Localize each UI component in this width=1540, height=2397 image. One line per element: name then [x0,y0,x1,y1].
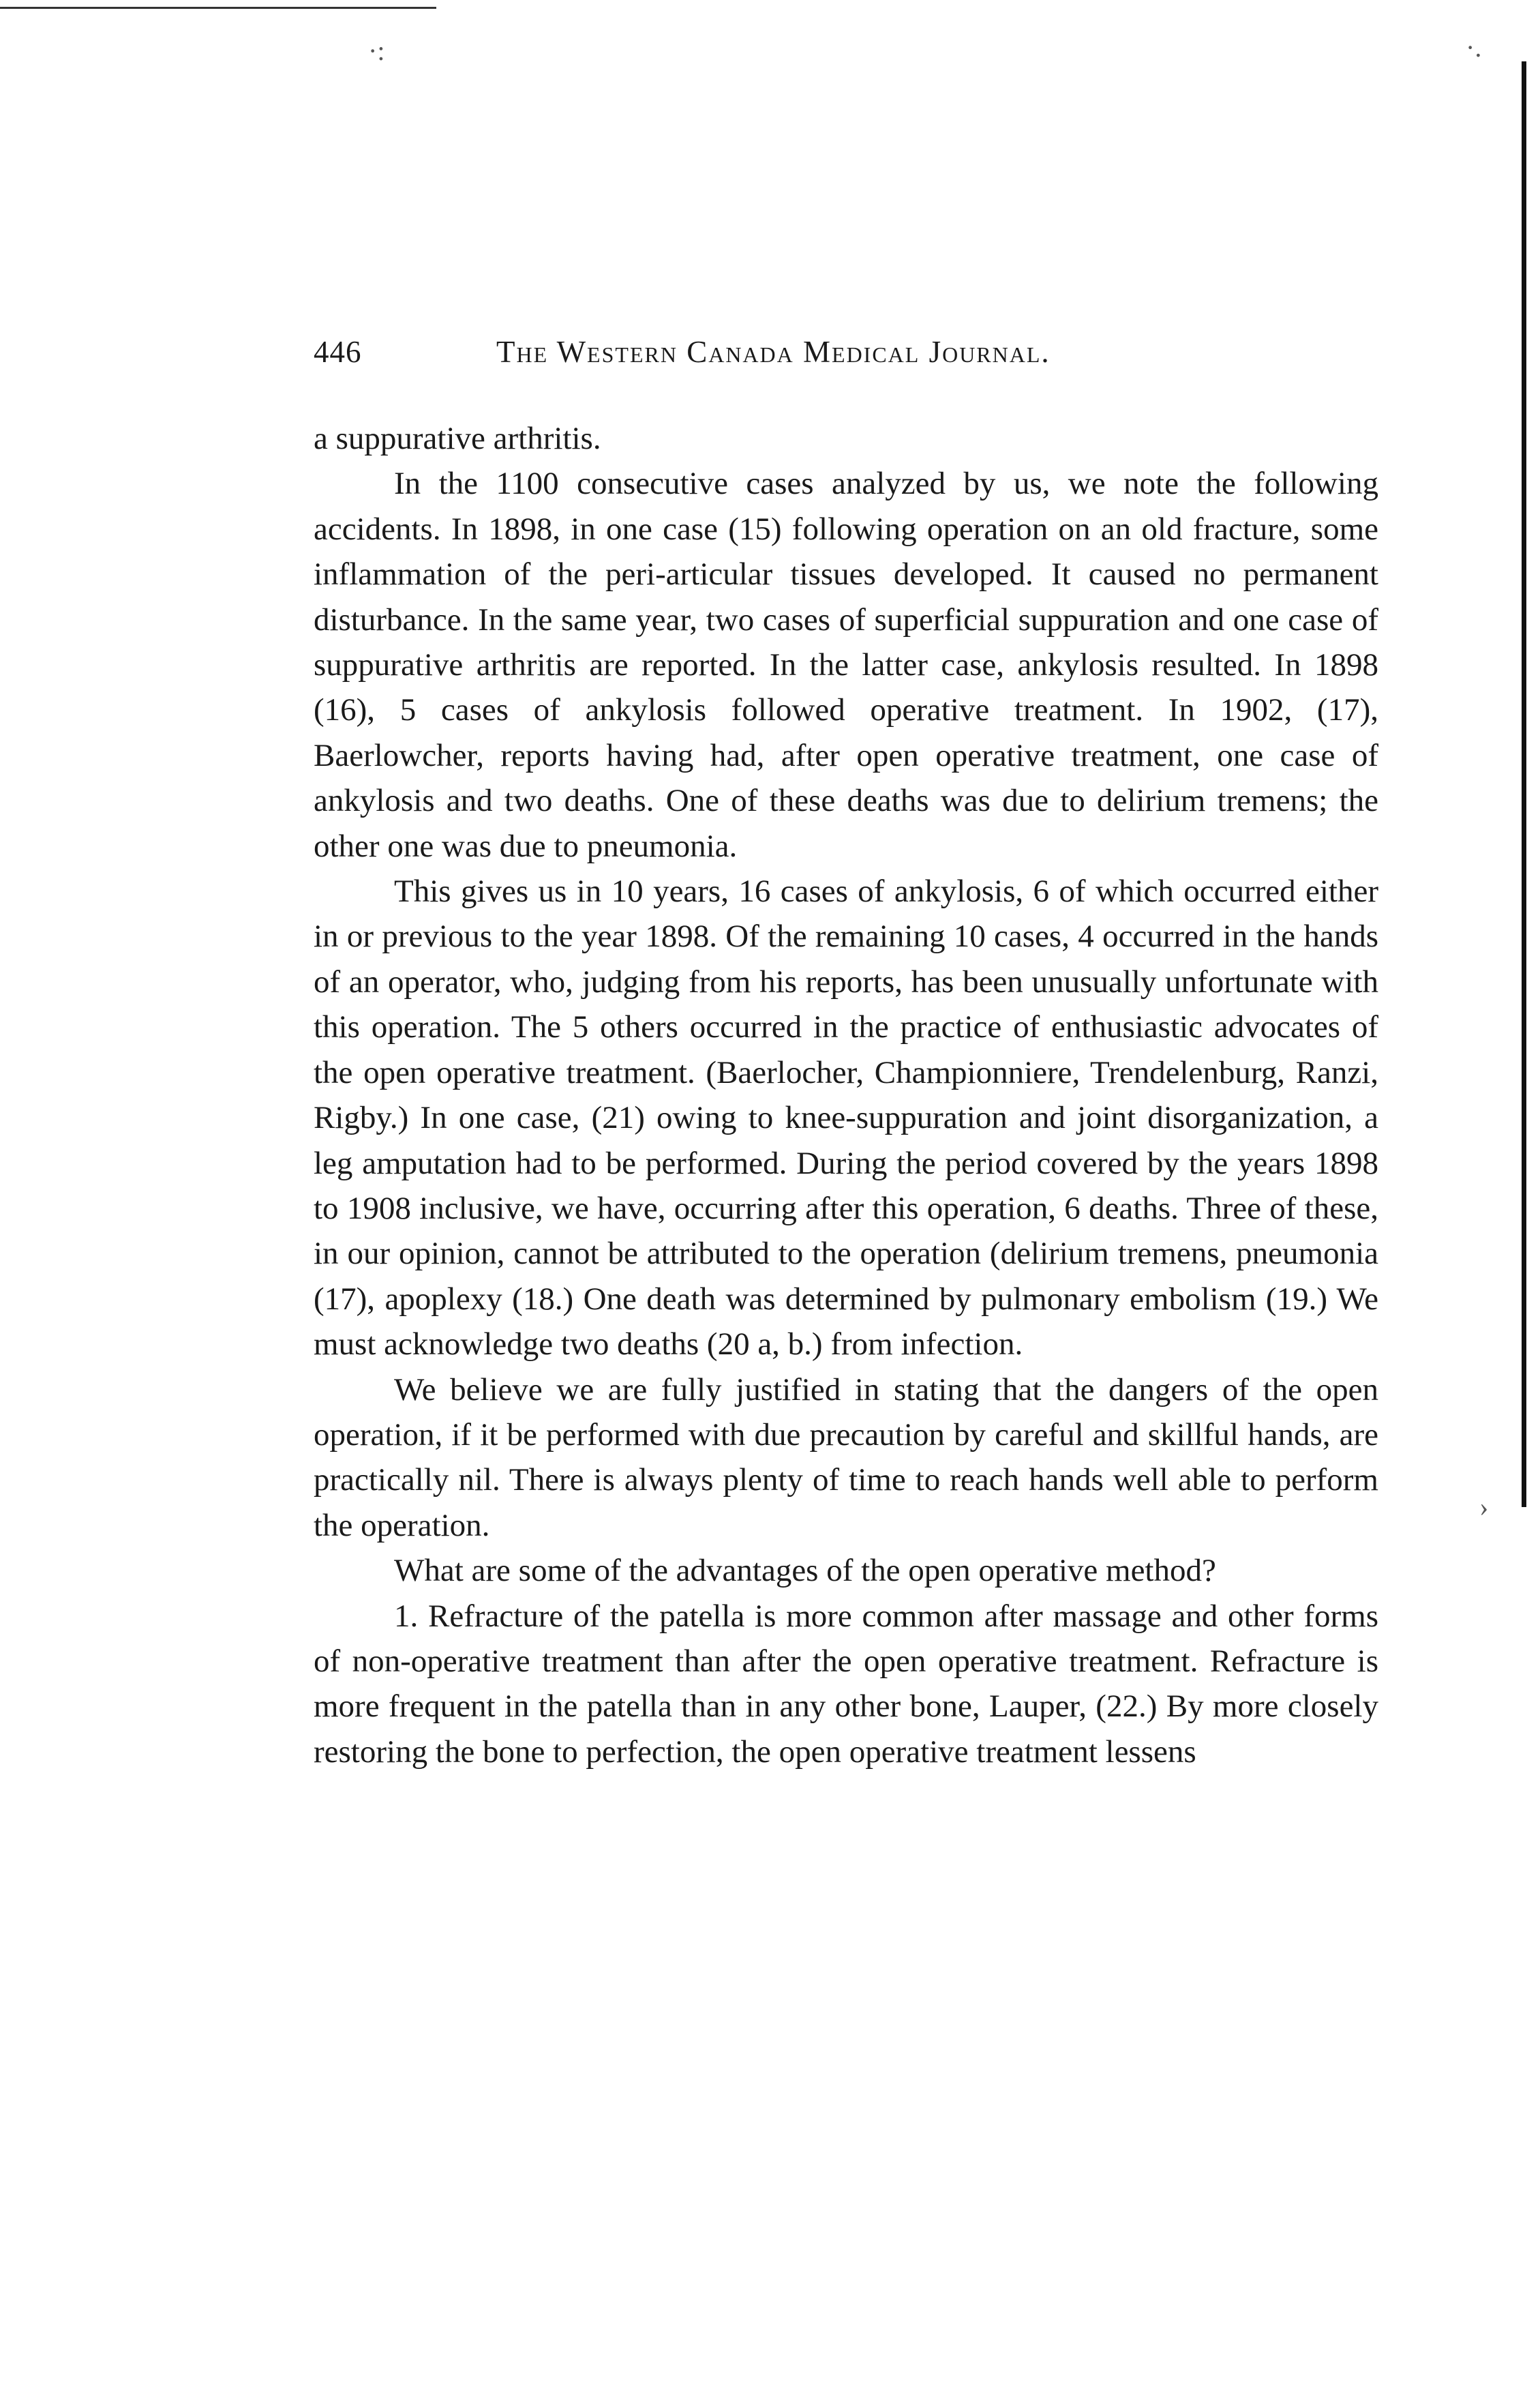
paragraph: We believe we are fully justified in stating that the dangers of the open operation, if it be performed with due precaution by careful and skillful hands, are practically nil. There is always plenty of time to reach hands well able to perform the operation. [314,1371,1378,1543]
page-header [314,334,1241,375]
body-text [314,416,1378,1774]
ink-speck: › [1479,1491,1489,1522]
top-rule-mark [0,7,436,9]
running-title: The Western Canada Medical Journal. [496,335,1051,369]
paragraph: In the 1100 consecutive cases analyzed by us, we note the following accidents. In 1898, in one case (15) following operation on an old fracture, some inflammation of the peri-articular tissues developed. It caused no permanent disturbance. In the same year, two cases of superficial suppuration and one case of suppurative arthritis are reported. In the latter case, ankylosis resulted. In 1898 (16), 5 cases of ankylosis followed operative treatment. In 1902, (17), Baerlowcher, reports having had, after open operative treatment, one case of ankylosis and two deaths. One of these deaths was due to delirium tremens; the other one was due to pneumonia. [314,466,1378,864]
paragraph: This gives us in 10 years, 16 cases of ankylosis, 6 of which occurred either in or previous to the year 1898. Of the remaining 10 cases, 4 occurred in the hands of an operator, who, judging from his reports, has been unusually unfortunate with this operation. The 5 others occurred in the practice of enthusiastic advocates of the open operative treatment. (Baerlocher, Championniere, Trendelenburg, Ranzi, Rigby.) In one case, (21) owing to knee-suppuration and joint disorganization, a leg amputation had to be performed. During the period covered by the years 1898 to 1908 inclusive, we have, occurring after this operation, 6 deaths. Three of these, in our opinion, cannot be attributed to the operation (delirium tremens, pneumonia (17), apoplexy (18.) One death was determined by pulmonary embolism (19.) We must acknowledge two deaths (20 a, b.) from infection. [314,874,1378,1363]
ink-speck: ·. [1466,32,1482,63]
ink-speck: ·: [368,35,385,66]
page-edge-shadow [1522,61,1526,1507]
paragraph: a suppurative arthritis. [314,421,601,456]
paragraph: What are some of the advantages of the open operative method? [394,1553,1216,1589]
page-number: 446 [314,335,362,369]
paragraph: 1. Refracture of the patella is more common after massage and other forms of non-operative treatment than after the open operative treatment. Refracture is more frequent in the patella than in any other bone, Lauper, (22.) By more closely restoring the bone to perfection, the open operative treatment lessens [314,1598,1378,1770]
